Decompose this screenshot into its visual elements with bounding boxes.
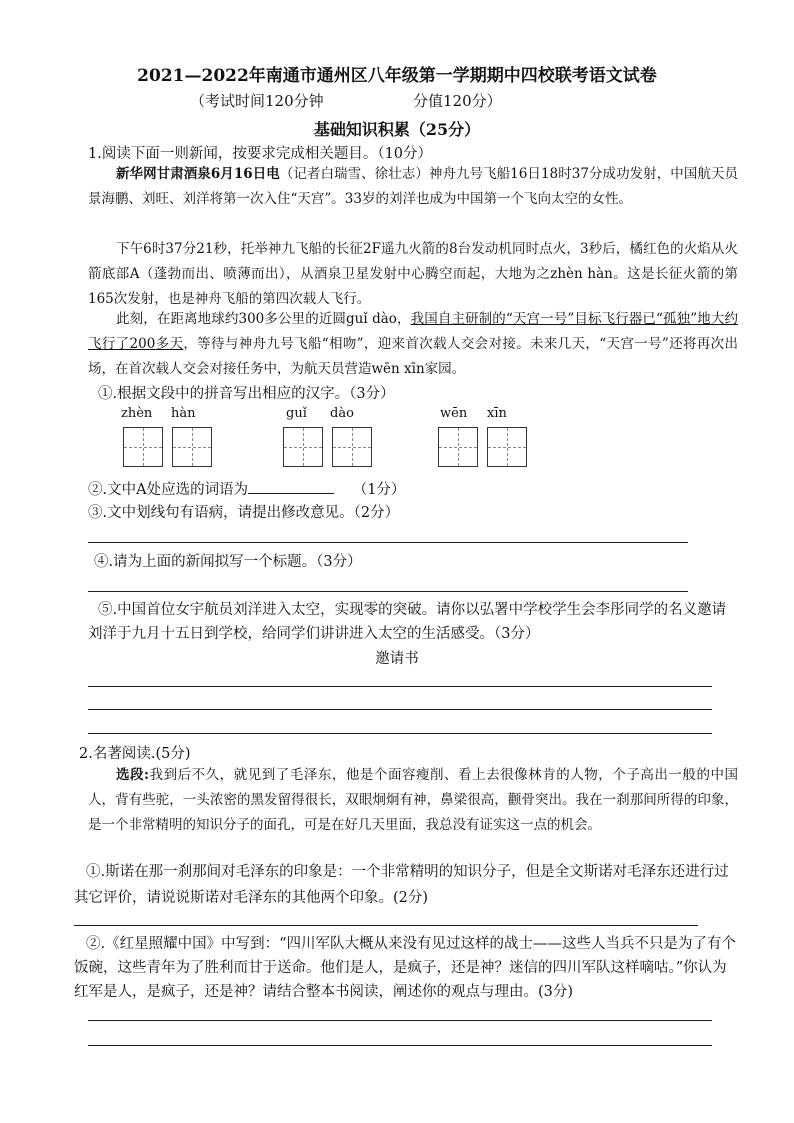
pinyin-zhen: zhèn: [121, 406, 153, 421]
news-paragraph-3-b: ，等待与神舟九号飞船“相吻”，迎来首次载人交会对接。未来几天，“天宫一号”还将再次出场，在首次载人交会对接任务中，为航天员营造wēn xīn家园。: [88, 336, 738, 377]
q1-sub4: ④.请为上面的新闻拟写一个标题。（3分）: [94, 554, 362, 570]
pinyin-wen: wēn: [440, 406, 468, 421]
q1-sub2-score: （1分）: [352, 482, 406, 498]
writing-box-dao[interactable]: [332, 427, 372, 467]
excerpt-text: 我到后不久，就见到了毛泽东，他是个面容瘦削、看上去很像林肯的人物，个子高出一般的中国人，背有些驼，一头浓密的黑发留得很长，双眼炯炯有神，鼻梁很高，颧骨突出。我在一刹那间所得的印象，是一个非常精明的知识分子的面孔，可是在好几天里面，我总没有证实这一点的机会。: [88, 767, 738, 833]
answer-line-q2-sub2-2[interactable]: [88, 1045, 712, 1046]
section-heading: 基础知识积累（25分）: [313, 120, 481, 139]
answer-line-invite-2[interactable]: [88, 709, 712, 710]
writing-box-zhen[interactable]: [123, 427, 163, 467]
news-paragraph-3-a: 此刻，在距离地球约300多公里的近圆guǐ dào，: [116, 311, 411, 327]
pinyin-gui: guǐ: [286, 406, 307, 421]
answer-line-invite-1[interactable]: [88, 686, 712, 687]
q1-sub2-text: ②.文中A处应选的词语为: [88, 482, 249, 498]
q1-sub1: ①.根据文段中的拼音写出相应的汉字。（3分）: [98, 386, 395, 402]
exam-score: 分值120分）: [413, 92, 502, 110]
news-paragraph-2: 下午6时37分21秒，托举神九飞船的长征2F遥九火箭的8台发动机同时点火，3秒后，橘红色的火焰从火箭底部A（蓬勃而出、喷薄而出），从酒泉卫星发射中心腾空而起，大地为之zhèn hàn。这是长征火箭的第165次发射，也是神舟飞船的第四次载人飞行。: [88, 241, 738, 307]
q2-sub1: ①.斯诺在那一刹那间对毛泽东的印象是：一个非常精明的知识分子，但是全文斯诺对毛泽东还进行过其它评价，请说说斯诺对毛泽东的其他两个印象。(2分): [74, 864, 729, 906]
pinyin-xin: xīn: [487, 406, 507, 421]
writing-box-han[interactable]: [172, 427, 212, 467]
writing-box-wen[interactable]: [438, 427, 478, 467]
q2-sub2: ②.《红星照耀中国》中写到：“四川军队大概从来没有见过这样的战士——这些人当兵不只是为了有个饭碗，这些青年为了胜利而甘于送命。他们是人，是疯子，还是神？迷信的四川军队这样嘀咕。”你认为红军是人，是疯子，还是神？请结合整本书阅读，阐述你的观点与理由。(3分): [74, 936, 737, 1000]
q1-sub3: ③.文中划线句有语病，请提出修改意见。（2分）: [88, 505, 400, 521]
news-dateline: 新华网甘肃酒泉6月16日电: [116, 166, 280, 182]
q2-prompt: 2.名著阅读.(5分): [79, 746, 191, 762]
q1-sub2: [88, 478, 405, 499]
answer-line-sub4[interactable]: [88, 591, 688, 592]
q1-prompt: 1.阅读下面一则新闻，按要求完成相关题目。（10分）: [88, 146, 433, 162]
pinyin-dao: dào: [330, 406, 354, 421]
q1-sub5: ⑤.中国首位女宇航员刘洋进入太空，实现零的突破。请你以弘署中学校学生会李彤同学的名义邀请刘洋于九月十五日到学校，给同学们讲讲进入太空的生活感受。（3分）: [88, 602, 727, 642]
answer-line-q2-sub2-1[interactable]: [88, 1020, 712, 1021]
answer-line-invite-3[interactable]: [88, 733, 712, 734]
answer-blank-a[interactable]: [248, 479, 334, 494]
invitation-heading: 邀请书: [375, 651, 419, 667]
news-paragraph-3: [88, 307, 738, 382]
underlined-sentence: 我国自主研制的“天宫一号”目标飞行器已“孤独”地大约飞行了200多天: [88, 311, 739, 352]
excerpt-paragraph: [88, 763, 738, 838]
answer-line-q2-sub1[interactable]: [74, 925, 698, 926]
pinyin-han: hàn: [171, 406, 196, 421]
news-paragraph-1: [88, 162, 738, 212]
answer-line-sub3[interactable]: [88, 542, 688, 543]
writing-box-gui[interactable]: [283, 427, 323, 467]
writing-box-xin[interactable]: [487, 427, 527, 467]
excerpt-label: 选段:: [116, 767, 150, 783]
exam-time: （考试时间120分钟: [190, 92, 324, 110]
news-paragraph-1-text: （记者白瑞雪、徐壮志）神舟九号飞船16日18时37分成功发射，中国航天员景海鹏、刘旺、刘洋将第一次入住“天宫”。33岁的刘洋也成为中国第一个飞向太空的女性。: [88, 166, 738, 207]
exam-title: 2021—2022年南通市通州区八年级第一学期期中四校联考语文试卷: [137, 66, 657, 86]
